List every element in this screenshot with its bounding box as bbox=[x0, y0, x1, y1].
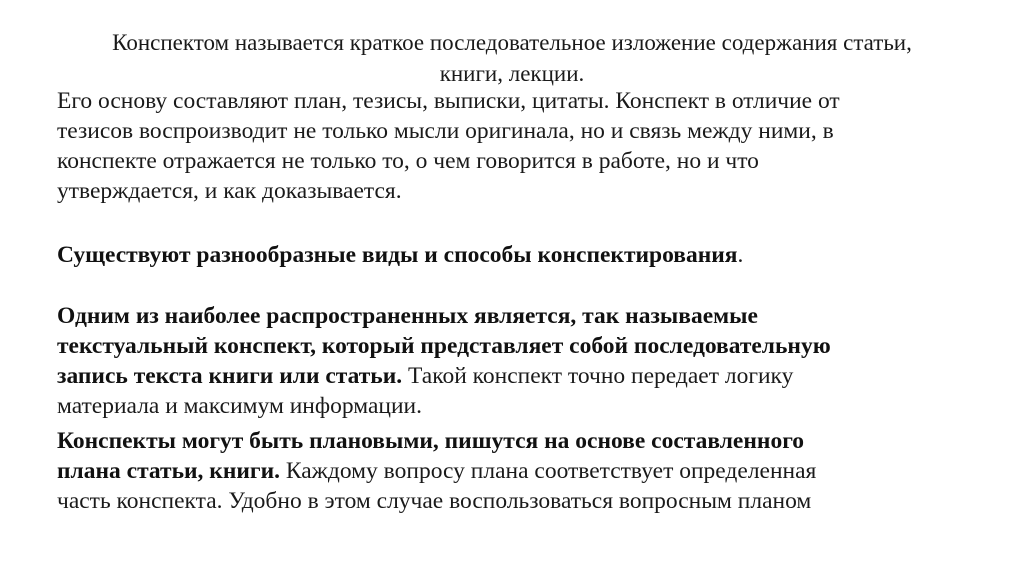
basis-paragraph bbox=[57, 86, 977, 206]
basis-line-4: утверждается, и как доказывается. bbox=[57, 178, 402, 204]
intro-line-1: Конспектом называется краткое последовательное изложение содержания статьи, bbox=[112, 30, 912, 55]
textual-normal-line-3: Такой конспект точно передает логику bbox=[402, 363, 794, 389]
plan-bold-line-2: плана статьи, книги. bbox=[57, 458, 281, 484]
types-paragraph bbox=[57, 240, 977, 270]
types-tail: . bbox=[737, 242, 744, 268]
intro-definition bbox=[60, 27, 964, 89]
basis-line-1: Его основу составляют план, тезисы, выписки, цитаты. Конспект в отличие от bbox=[57, 88, 840, 114]
plan-normal-line-2: Каждому вопросу плана соответствует определенная bbox=[280, 458, 817, 484]
plan-paragraph bbox=[57, 426, 977, 516]
intro-line-2: книги, лекции. bbox=[439, 61, 585, 86]
textual-normal-line-4: материала и максимум информации. bbox=[57, 393, 422, 419]
plan-bold-line-1: Конспекты могут быть плановыми, пишутся на основе составленного bbox=[57, 428, 805, 454]
textual-bold-line-2: текстуальный конспект, который представляет собой последовательную bbox=[57, 333, 831, 359]
types-bold-text: Существуют разнообразные виды и способы конспектирования bbox=[57, 242, 738, 268]
plan-normal-line-3: часть конспекта. Удобно в этом случае воспользоваться вопросным планом bbox=[57, 488, 812, 514]
basis-line-3: конспекте отражается не только то, о чем говорится в работе, но и что bbox=[57, 148, 759, 174]
textual-paragraph bbox=[57, 301, 977, 421]
textual-bold-line-1: Одним из наиболее распространенных является, так называемые bbox=[57, 303, 758, 329]
textual-bold-line-3: запись текста книги или статьи. bbox=[57, 363, 403, 389]
basis-line-2: тезисов воспроизводит не только мысли оригинала, но и связь между ними, в bbox=[57, 118, 834, 144]
